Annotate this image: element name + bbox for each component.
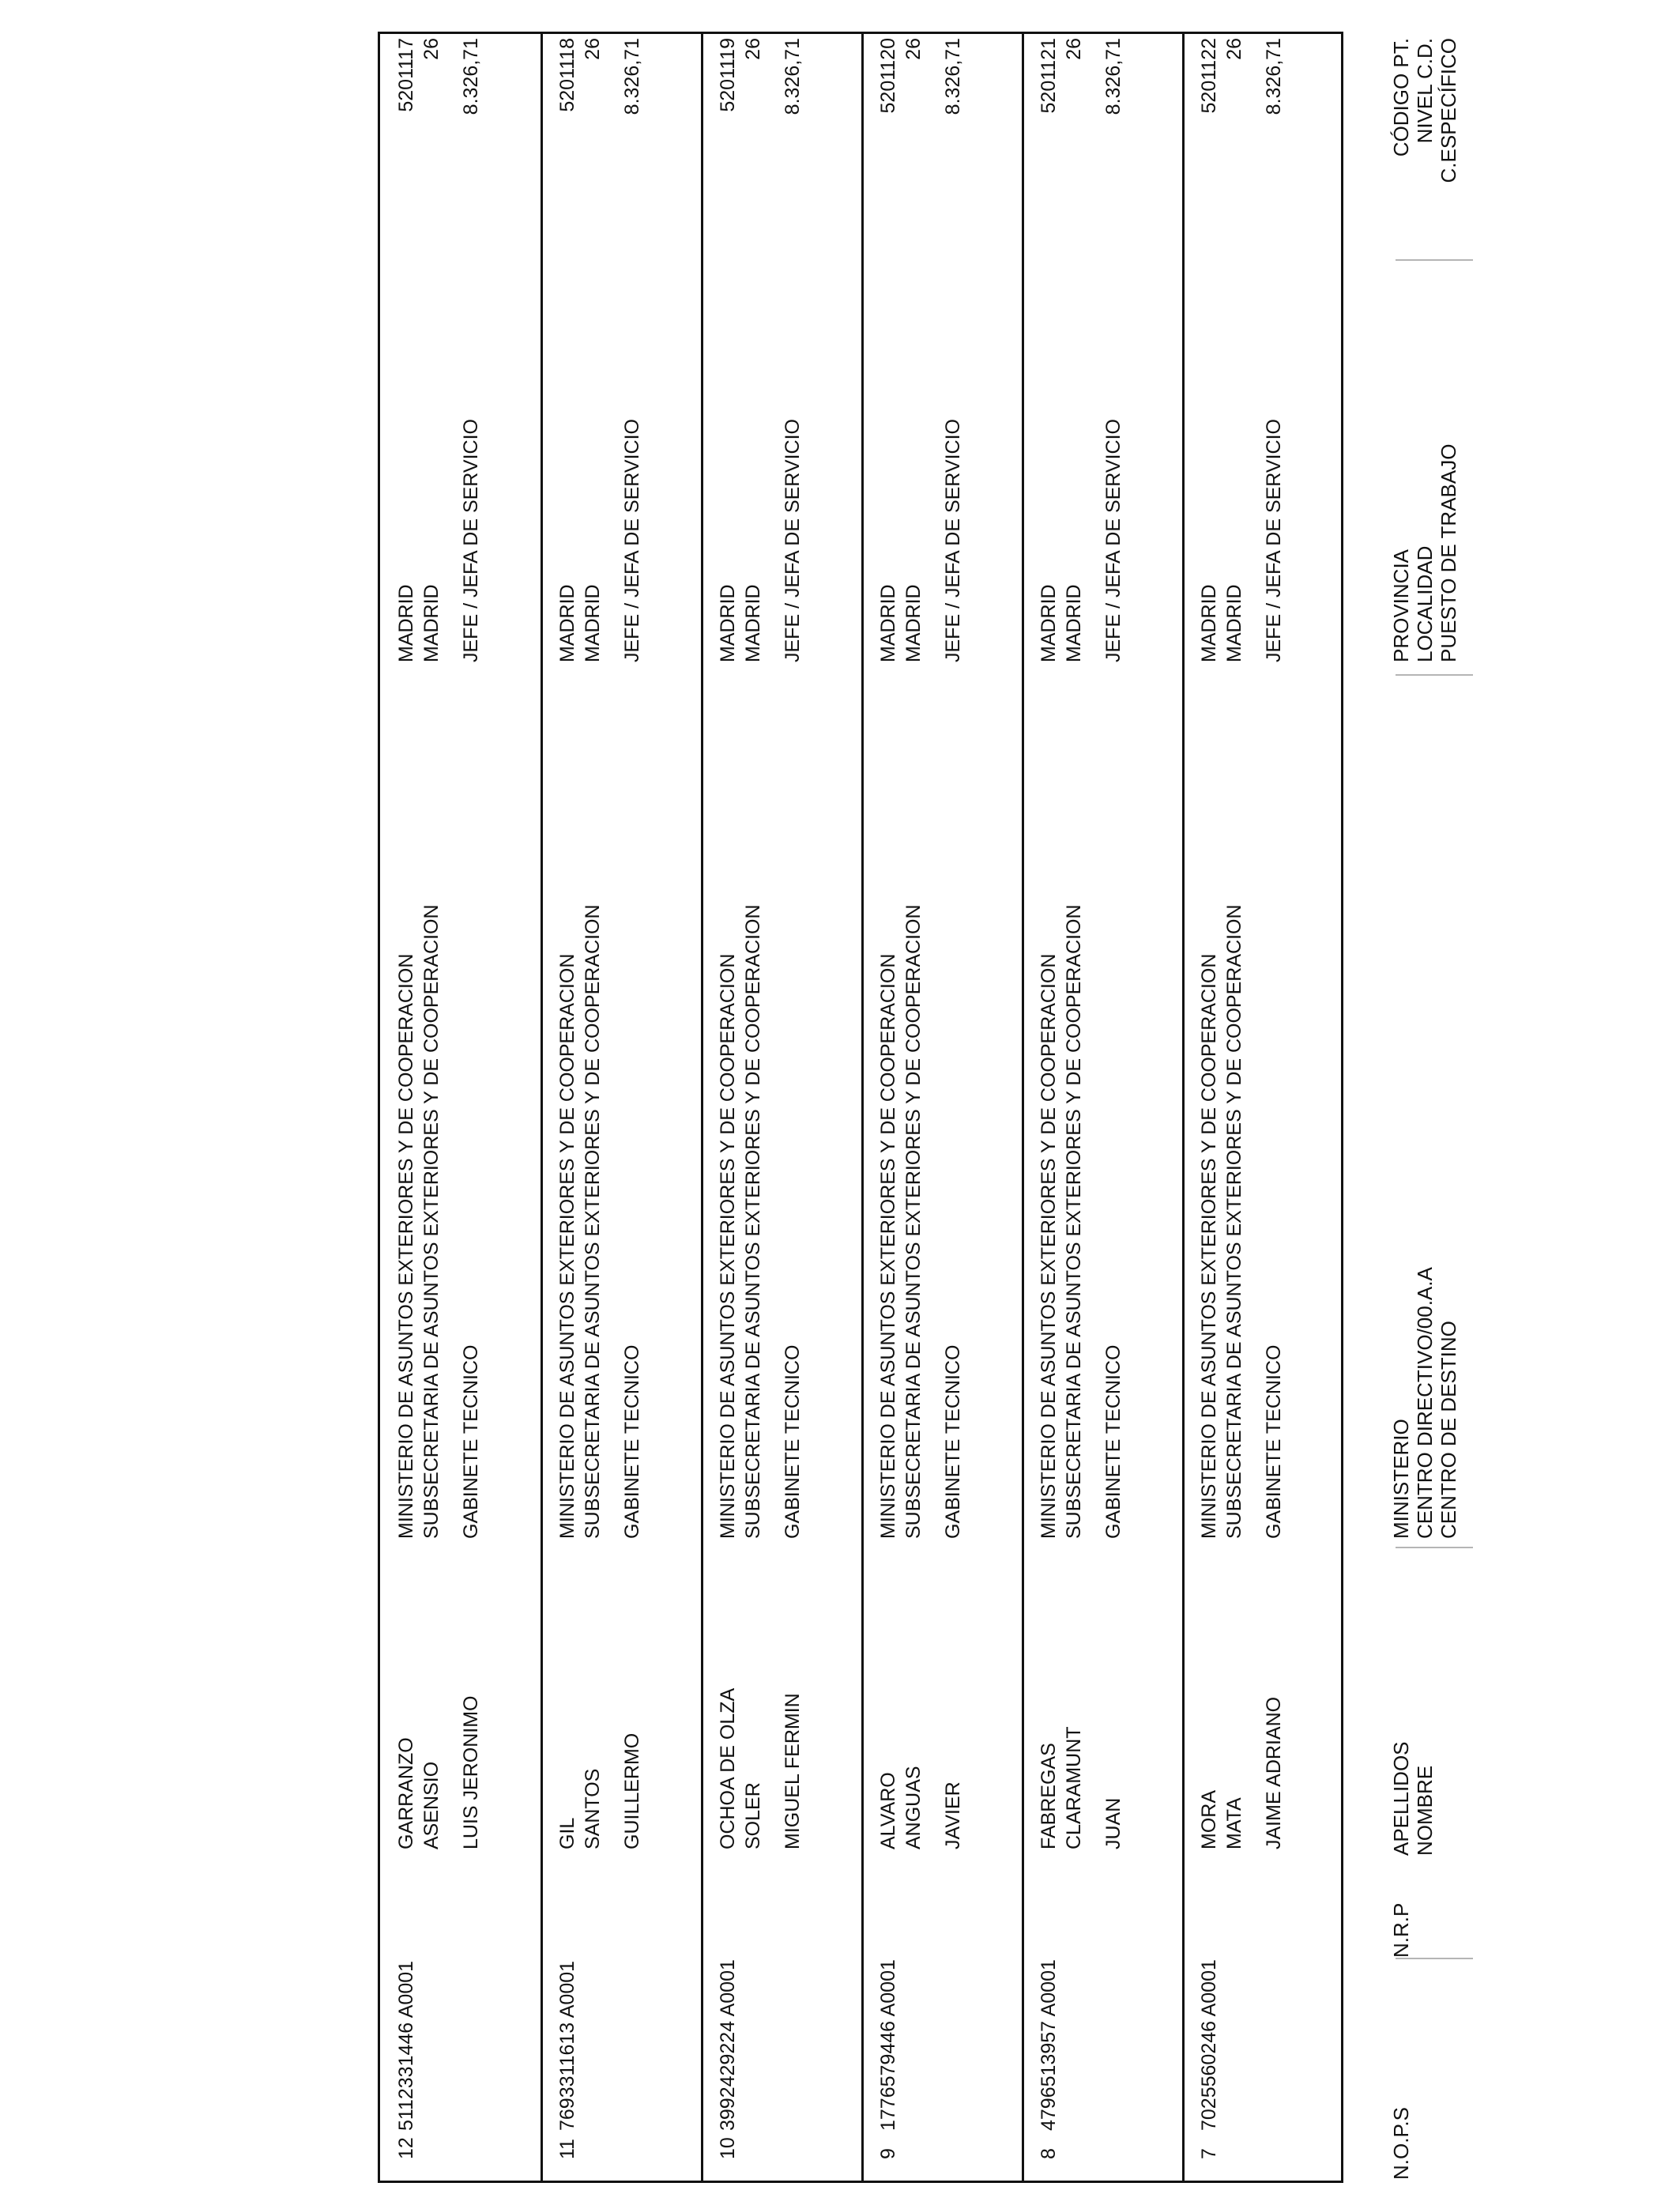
cell-localidad: MADRID bbox=[902, 584, 925, 662]
table-row bbox=[1023, 0, 1183, 2194]
cell-nombre: LUIS JERONIMO bbox=[460, 1695, 482, 1849]
cell-centro-destino: GABINETE TECNICO bbox=[1263, 1344, 1285, 1539]
cell-ministerio: MINISTERIO DE ASUNTOS EXTERIORES Y DE COOPERACION bbox=[395, 953, 417, 1539]
cell-codigo: 5201121 bbox=[1038, 38, 1060, 114]
cell-centro-directivo: SUBSECRETARIA DE ASUNTOS EXTERIORES Y DE COOPERACION bbox=[902, 904, 925, 1539]
cell-nombre: JUAN bbox=[1102, 1797, 1124, 1849]
cell-nombre: GUILLERMO bbox=[621, 1732, 643, 1849]
header-centro-destino: CENTRO DE DESTINO bbox=[1437, 1321, 1460, 1539]
cell-nops: 8 bbox=[1038, 2148, 1060, 2159]
cell-centro-destino: GABINETE TECNICO bbox=[782, 1344, 804, 1539]
cell-nops: 11 bbox=[556, 2139, 578, 2159]
header-nops: N.O.P.S bbox=[1389, 2106, 1413, 2180]
cell-nrp: 7693311613 A0001 bbox=[556, 1960, 578, 2131]
cell-codigo: 5201117 bbox=[395, 38, 417, 112]
header-localidad: LOCALIDAD bbox=[1413, 545, 1437, 662]
cell-centro-directivo: SUBSECRETARIA DE ASUNTOS EXTERIORES Y DE COOPERACION bbox=[420, 904, 443, 1539]
header-puesto: PUESTO DE TRABAJO bbox=[1437, 443, 1460, 662]
cell-ministerio: MINISTERIO DE ASUNTOS EXTERIORES Y DE COOPERACION bbox=[877, 953, 899, 1539]
cell-ministerio: MINISTERIO DE ASUNTOS EXTERIORES Y DE COOPERACION bbox=[717, 953, 739, 1539]
cell-centro-destino: GABINETE TECNICO bbox=[1102, 1344, 1124, 1539]
cell-provincia: MADRID bbox=[717, 584, 739, 662]
cell-localidad: MADRID bbox=[1223, 584, 1245, 662]
cell-ministerio: MINISTERIO DE ASUNTOS EXTERIORES Y DE COOPERACION bbox=[1038, 953, 1060, 1539]
cell-puesto: JEFE / JEFA DE SERVICIO bbox=[1263, 419, 1285, 662]
cell-apellido2: SOLER bbox=[742, 1782, 764, 1849]
cell-nombre: JAIME ADRIANO bbox=[1263, 1696, 1285, 1849]
cell-nivel: 26 bbox=[742, 38, 764, 60]
cell-nivel: 26 bbox=[582, 38, 604, 60]
cell-nivel: 26 bbox=[902, 38, 925, 60]
cell-codigo: 5201119 bbox=[717, 38, 739, 112]
cell-ministerio: MINISTERIO DE ASUNTOS EXTERIORES Y DE COOPERACION bbox=[556, 953, 578, 1539]
cell-nivel: 26 bbox=[420, 38, 443, 60]
cell-localidad: MADRID bbox=[582, 584, 604, 662]
row-divider bbox=[541, 32, 543, 2183]
cell-nrp: 1776579446 A0001 bbox=[877, 1959, 899, 2131]
cell-apellido1: FABREGAS bbox=[1038, 1743, 1060, 1849]
cell-nivel: 26 bbox=[1223, 38, 1245, 60]
table-row bbox=[542, 0, 702, 2194]
cell-localidad: MADRID bbox=[420, 584, 443, 662]
cell-provincia: MADRID bbox=[395, 584, 417, 662]
cell-apellido1: GIL bbox=[556, 1817, 578, 1849]
cell-puesto: JEFE / JEFA DE SERVICIO bbox=[782, 419, 804, 662]
cell-apellido2: ASENSIO bbox=[420, 1761, 443, 1849]
cell-puesto: JEFE / JEFA DE SERVICIO bbox=[942, 419, 964, 662]
header-centro-directivo: CENTRO DIRECTIVO/00.A.A bbox=[1413, 1267, 1437, 1539]
cell-nrp: 7025560246 A0001 bbox=[1198, 1959, 1220, 2131]
table-row bbox=[381, 0, 541, 2194]
cell-centro-directivo: SUBSECRETARIA DE ASUNTOS EXTERIORES Y DE COOPERACION bbox=[582, 904, 604, 1539]
cell-localidad: MADRID bbox=[1063, 584, 1085, 662]
cell-centro-destino: GABINETE TECNICO bbox=[460, 1344, 482, 1539]
cell-apellido2: ANGUAS bbox=[902, 1766, 925, 1849]
cell-provincia: MADRID bbox=[556, 584, 578, 662]
cell-especifico: 8.326,71 bbox=[942, 38, 964, 115]
cell-provincia: MADRID bbox=[877, 584, 899, 662]
cell-puesto: JEFE / JEFA DE SERVICIO bbox=[1102, 419, 1124, 662]
cell-apellido2: SANTOS bbox=[582, 1768, 604, 1849]
cell-especifico: 8.326,71 bbox=[621, 38, 643, 115]
cell-codigo: 5201118 bbox=[556, 38, 578, 112]
cell-nops: 10 bbox=[717, 2137, 739, 2159]
cell-nivel: 26 bbox=[1063, 38, 1085, 60]
cell-especifico: 8.326,71 bbox=[460, 38, 482, 115]
cell-nops: 12 bbox=[395, 2137, 417, 2159]
cell-apellido1: GARRANZO bbox=[395, 1737, 417, 1849]
header-apellidos: APELLIDOS bbox=[1389, 1741, 1413, 1856]
cell-codigo: 5201120 bbox=[877, 38, 899, 114]
cell-apellido2: CLARAMUNT bbox=[1063, 1726, 1085, 1849]
cell-centro-directivo: SUBSECRETARIA DE ASUNTOS EXTERIORES Y DE COOPERACION bbox=[742, 904, 764, 1539]
cell-codigo: 5201122 bbox=[1198, 38, 1220, 114]
header-nombre: NOMBRE bbox=[1413, 1765, 1437, 1856]
cell-centro-destino: GABINETE TECNICO bbox=[942, 1344, 964, 1539]
cell-especifico: 8.326,71 bbox=[1263, 38, 1285, 115]
cell-nombre: MIGUEL FERMIN bbox=[782, 1693, 804, 1849]
header-provincia: PROVINCIA bbox=[1389, 548, 1413, 662]
cell-apellido1: ALVARO bbox=[877, 1772, 899, 1849]
header-nivel: NIVEL C.D. bbox=[1413, 38, 1437, 144]
cell-provincia: MADRID bbox=[1038, 584, 1060, 662]
header-codigo: CÓDIGO PT. bbox=[1389, 38, 1413, 157]
cell-especifico: 8.326,71 bbox=[1102, 38, 1124, 115]
cell-nrp: 5112331446 A0001 bbox=[395, 1960, 417, 2131]
cell-especifico: 8.326,71 bbox=[782, 38, 804, 115]
cell-centro-destino: GABINETE TECNICO bbox=[621, 1344, 643, 1539]
cell-apellido1: MORA bbox=[1198, 1790, 1220, 1849]
cell-puesto: JEFE / JEFA DE SERVICIO bbox=[621, 419, 643, 662]
cell-localidad: MADRID bbox=[742, 584, 764, 662]
cell-nrp: 4796513957 A0001 bbox=[1038, 1959, 1060, 2131]
header-especifico: C.ESPECÍFICO bbox=[1437, 38, 1460, 183]
cell-ministerio: MINISTERIO DE ASUNTOS EXTERIORES Y DE COOPERACION bbox=[1198, 953, 1220, 1539]
header-nrp: N.R.P bbox=[1389, 1902, 1413, 1958]
cell-apellido1: OCHOA DE OLZA bbox=[717, 1687, 739, 1849]
table-row bbox=[863, 0, 1023, 2194]
table-row bbox=[703, 0, 862, 2194]
cell-nombre: JAVIER bbox=[942, 1781, 964, 1849]
cell-puesto: JEFE / JEFA DE SERVICIO bbox=[460, 419, 482, 662]
cell-nrp: 3992429224 A0001 bbox=[717, 1959, 739, 2131]
cell-apellido2: MATA bbox=[1223, 1797, 1245, 1849]
cell-provincia: MADRID bbox=[1198, 584, 1220, 662]
cell-centro-directivo: SUBSECRETARIA DE ASUNTOS EXTERIORES Y DE COOPERACION bbox=[1223, 904, 1245, 1539]
header-ministerio: MINISTERIO bbox=[1389, 1419, 1413, 1539]
table-row bbox=[1184, 0, 1343, 2194]
cell-centro-directivo: SUBSECRETARIA DE ASUNTOS EXTERIORES Y DE COOPERACION bbox=[1063, 904, 1085, 1539]
cell-nops: 9 bbox=[877, 2148, 899, 2159]
cell-nops: 7 bbox=[1198, 2148, 1220, 2159]
